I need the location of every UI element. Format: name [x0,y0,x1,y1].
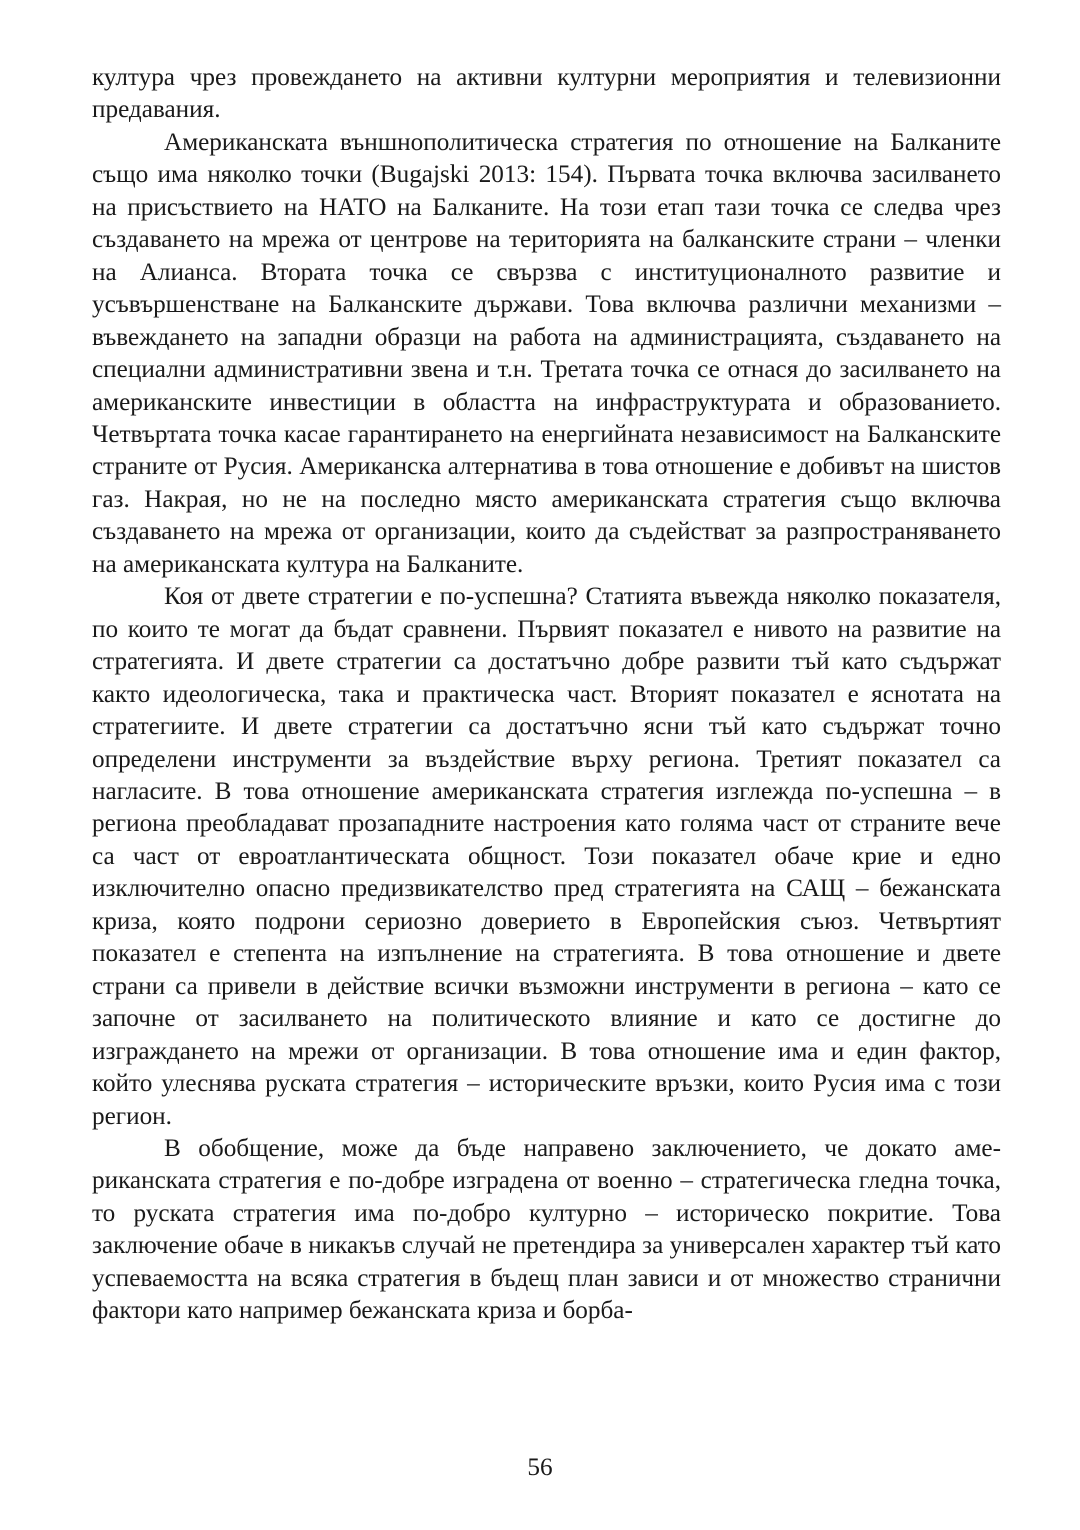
page-body [92,62,1001,1328]
paragraph-continued: култура чрез провеждането на активни културни мероприятия и телевизионни предавания. [92,64,1001,124]
paragraph-conclusion: В обобщение, може да бъде направено заключението, че докато американската стратегия е по-добре изградена от военно – стратегическа гледна точка, то руската стратегия има по-добро културно – историческо покритие. Това заключение обаче в никакъв случай не претендира за универсален характер тъй като успеваемостта на всяка стратегия в бъдещ план зависи и от множество странични фактори като например бежанската криза и борба- [92,1134,1001,1325]
page-number: 56 [527,1454,553,1481]
paragraph-american-strategy: Американската външнополитическа стратегия по отношение на Балканите също има няколко точки (Bugajski 2013: 154). Първата точка включва засилването на присъствието на НАТО на Балканите. На този етап тази точка се следва чрез създаването на мрежа от центрове на територията на балканските страни – членки на Алианса. Втората точка се свързва с институционалното развитие и усъвършенстване на Балканските държави. Това включва различни механизми – въвеждането на западни образци на работа на администрацията, създаването на специални административни звена и т.н. Третата точка се отнася до засилването на американските инвестиции в областта на инфраструктурата и образованието. Четвъртата точка касае гарантирането на енергийната независимост на Балканските страните от Русия. Американска алтернатива в това отношение е добивът на шистов газ. Накрая, но не на последно място американската стратегия също включва създаването на мрежа от организации, които да съдействат за разпространяването на американската култура на Балканите. [92,128,1001,578]
paragraph-comparison: Коя от двете стратегии е по-успешна? Статията въвежда няколко показателя, по които те могат да бъдат сравнени. Първият показател е нивото на развитие на стратегията. И двете стратегии са достатъчно добре развити тъй като съдържат както идеологическа, така и практическа част. Вторият показател е яснотата на стратегиите. И двете стратегии са достатъчно ясни тъй като съдържат точно определени инструменти за въздействие върху региона. Третият показател са нагласите. В това отношение американската стратегия изглежда по-успешна – в региона преобладават прозападните настроения като голяма част от страните вече са част от евроатлантическата общност. Този показател обаче крие и едно изключително опасно предизвикателство пред стратегията на САЩ – бежанската криза, която подрони сериозно доверието в Европейския съюз. Четвъртият показател е степента на изпълнение на стратегията. В това отношение и двете страни са привели в действие всички възможни инструменти в региона – като се започне от засилването на политическото влияние и като се достигне до изграждането на мрежи от организации. В това отношение има и един фактор, който улеснява руската стратегия – историческите връзки, които Русия има с този регион. [92,583,1001,1130]
